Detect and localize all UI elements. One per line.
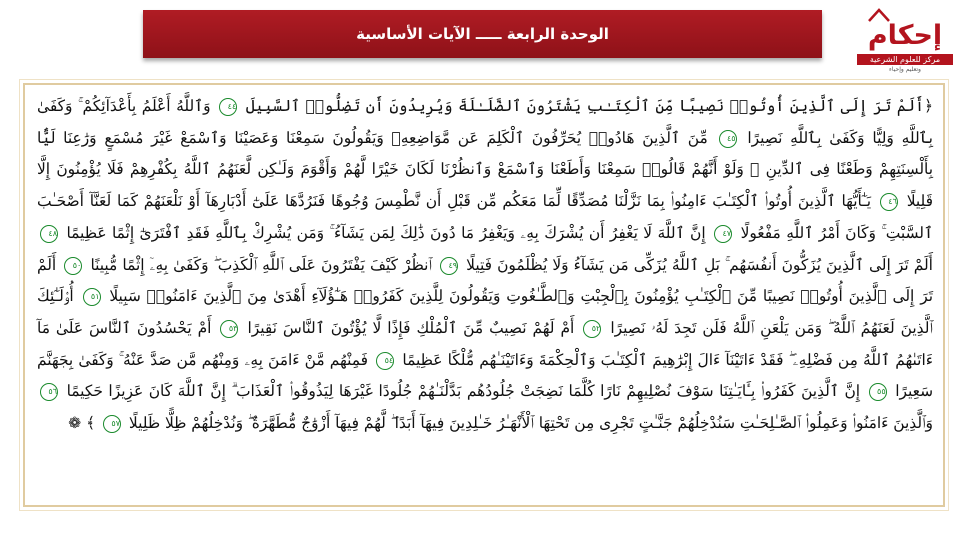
verse-number-marker: ٤٩ (440, 257, 458, 275)
ihkam-logo (857, 6, 957, 74)
verse-number-marker: ٥٢ (583, 320, 601, 338)
verse-number-marker: ٤٥ (719, 130, 737, 148)
verse-number-marker: ٥٦ (40, 383, 58, 401)
verse-text: أَمْ لَهُمْ نَصِيبٌ مِّنَ ٱلْمُلْكِ فَإِذًا لَّا يُؤْتُونَ ٱلنَّاسَ نَقِيرًا (247, 318, 575, 337)
verse-text: ٱنظُرْ كَيْفَ يَفْتَرُونَ عَلَى ٱللَّهِ ٱلْكَذِبَ ۖ وَكَفَىٰ بِهِۦٓ إِثْمًا مُّبِينًا (90, 255, 432, 274)
verse-number-marker: ٥٧ (103, 415, 121, 433)
verse-text: يَـٰٓأَيُّهَا ٱلَّذِينَ أُوتُوا۟ ٱلْكِتَـٰبَ ءَامِنُوا۟ بِمَا نَزَّلْنَا مُصَدِّقًا لِّمَا مَعَكُم مِّن قَبْلِ أَن نَّطْمِسَ وُجُوهًا فَنَرُدَّهَا عَلَىٰٓ أَدْبَارِهَآ أَوْ نَلْعَنَهُمْ كَمَا لَعَنَّآ أَصْحَـٰبَ ٱلسَّبْتِ ۚ وَكَانَ أَمْرُ ٱللَّهِ مَفْعُولًا (37, 192, 933, 242)
verse-text: ﴿أَلَمْ تَرَ إِلَى ٱلَّذِينَ أُوتُوا۟ نَصِيبًا مِّنَ ٱلْكِتَـٰبِ يَشْتَرُونَ ٱلضَّلَـٰلَةَ وَيُرِيدُونَ أَن تَضِلُّوا۟ ٱلسَّبِيلَ (245, 97, 933, 115)
title-banner (143, 10, 822, 58)
verse-text: فَمِنْهُم مَّنْ ءَامَنَ بِهِۦ وَمِنْهُم مَّن صَدَّ عَنْهُ ۚ وَكَفَىٰ بِجَهَنَّمَ سَعِيرًا (37, 350, 933, 401)
verse-number-marker: ٥٥ (869, 383, 887, 401)
verse-number-marker: ٤٤ (219, 98, 237, 116)
verse-number-marker: ٥٠ (64, 257, 82, 275)
verse-text: إِنَّ ٱللَّهَ لَا يَغْفِرُ أَن يُشْرَكَ بِهِۦ وَيَغْفِرُ مَا دُونَ ذَٰلِكَ لِمَن يَشَآءُ ۚ وَمَن يُشْرِكْ بِٱللَّهِ فَقَدِ ٱفْتَرَىٰٓ إِثْمًا عَظِيمًا (66, 223, 706, 242)
verse-text: مِّنَ ٱلَّذِينَ هَادُوا۟ يُحَرِّفُونَ ٱلْكَلِمَ عَن مَّوَاضِعِهِۦ وَيَقُولُونَ سَمِعْنَا وَعَصَيْنَا وَٱسْمَعْ غَيْرَ مُسْمَعٍ وَرَٰعِنَا لَيًّۢا بِأَلْسِنَتِهِمْ وَطَعْنًا فِى ٱلدِّينِ ۚ وَلَوْ أَنَّهُمْ قَالُوا۟ سَمِعْنَا وَأَطَعْنَا وَٱسْمَعْ وَٱنظُرْنَا لَكَانَ خَيْرًا لَّهُمْ وَأَقْوَمَ وَلَـٰكِن لَّعَنَهُمُ ٱللَّهُ بِكُفْرِهِمْ فَلَا يُؤْمِنُونَ إِلَّا قَلِيلًا (37, 128, 933, 211)
page-title: الوحدة الرابعة ـــــ الآيات الأساسية (356, 25, 609, 43)
logo-tagline: وتعليم وإحياء (889, 66, 921, 73)
verse-text: أَلَمْ تَرَ إِلَى ٱلَّذِينَ أُوتُوا۟ نَصِيبًا مِّنَ ٱلْكِتَـٰبِ يُؤْمِنُونَ بِٱلْجِبْتِ وَٱلطَّـٰغُوتِ وَيَقُولُونَ لِلَّذِينَ كَفَرُوا۟ هَـٰٓؤُلَآءِ أَهْدَىٰ مِنَ ٱلَّذِينَ ءَامَنُوا۟ سَبِيلًا (37, 255, 933, 306)
verse-number-marker: ٥٤ (376, 352, 394, 370)
verse-number-marker: ٥٣ (220, 320, 238, 338)
verse-number-marker: ٥١ (83, 288, 101, 306)
verse-number-marker: ٤٨ (40, 225, 58, 243)
end-ornament: ﴾ ❁ (68, 414, 96, 433)
logo-subtitle: مركز للعلوم الشرعية (857, 54, 953, 65)
verses-text-block (37, 91, 933, 440)
verse-number-marker: ٤٧ (714, 225, 732, 243)
verse-text: أُو۟لَـٰٓئِكَ ٱلَّذِينَ لَعَنَهُمُ ٱللَّهُ ۖ وَمَن يَلْعَنِ ٱللَّهُ فَلَن تَجِدَ لَهُۥ نَصِيرًا (37, 287, 933, 337)
verses-frame (23, 83, 945, 507)
verse-text: وَٱللَّهُ أَعْلَمُ بِأَعْدَآئِكُمْ ۚ وَكَفَىٰ بِٱللَّهِ وَلِيًّا وَكَفَىٰ بِٱللَّهِ نَصِيرًا (37, 97, 933, 147)
verse-number-marker: ٤٦ (880, 193, 898, 211)
verse-text: إِنَّ ٱلَّذِينَ كَفَرُوا۟ بِـَٔايَـٰتِنَا سَوْفَ نُصْلِيهِمْ نَارًا كُلَّمَا نَضِجَتْ جُلُودُهُم بَدَّلْنَـٰهُمْ جُلُودًا غَيْرَهَا لِيَذُوقُوا۟ ٱلْعَذَابَ ۗ إِنَّ ٱللَّهَ كَانَ عَزِيزًا حَكِيمًا (66, 382, 861, 401)
verse-text: أَلَمْ تَرَ إِلَى ٱلَّذِينَ يُزَكُّونَ أَنفُسَهُم ۚ بَلِ ٱللَّهُ يُزَكِّى مَن يَشَآءُ وَلَا يُظْلَمُونَ فَتِيلًا (466, 255, 933, 274)
verse-text: وَٱلَّذِينَ ءَامَنُوا۟ وَعَمِلُوا۟ ٱلصَّـٰلِحَـٰتِ سَنُدْخِلُهُمْ جَنَّـٰتٍ تَجْرِى مِن تَحْتِهَا ٱلْأَنْهَـٰرُ خَـٰلِدِينَ فِيهَآ أَبَدًا ۖ لَّهُمْ فِيهَآ أَزْوَٰجٌ مُّطَهَّرَةٌ ۖ وَنُدْخِلُهُمْ ظِلًّا ظَلِيلًا (128, 414, 933, 433)
verse-text: أَمْ يَحْسُدُونَ ٱلنَّاسَ عَلَىٰ مَآ ءَاتَىٰهُمُ ٱللَّهُ مِن فَضْلِهِۦ ۖ فَقَدْ ءَاتَيْنَآ ءَالَ إِبْرَٰهِيمَ ٱلْكِتَـٰبَ وَٱلْحِكْمَةَ وَءَاتَيْنَـٰهُم مُّلْكًا عَظِيمًا (37, 318, 933, 369)
logo-wordmark: إحكام (867, 20, 943, 51)
